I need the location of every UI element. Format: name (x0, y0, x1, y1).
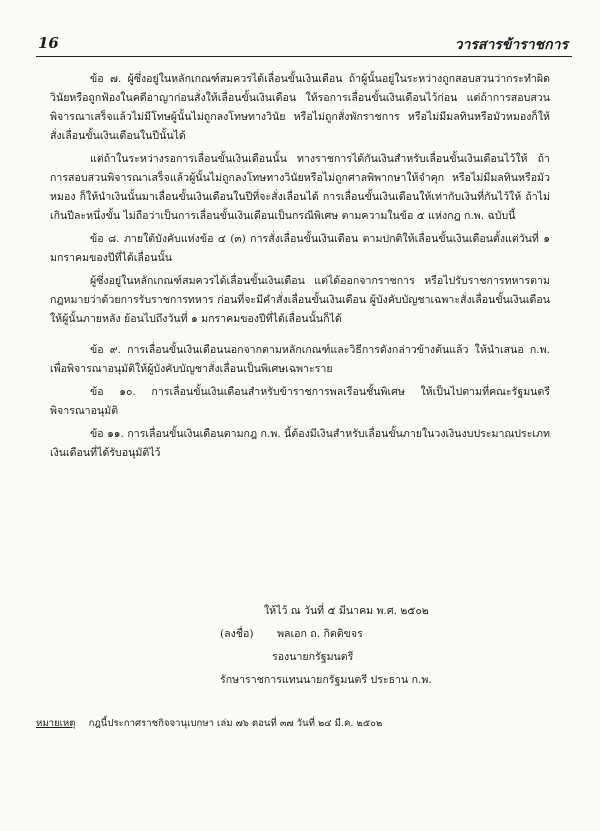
footnote-text: กฎนี้ประกาศราชกิจจานุเบกษา เล่ม ๗๖ ตอนที่ ๓๗ วันที่ ๒๔ มี.ค. ๒๕๐๒ (88, 718, 383, 729)
signer-position: รองนายกรัฐมนตรี (272, 651, 354, 663)
regulation-body (50, 70, 550, 467)
signed-mark: (ลงชื่อ) (220, 628, 254, 640)
footnote-label: หมายเหตุ (36, 718, 76, 729)
header-rule (36, 56, 572, 57)
footnote (36, 716, 560, 731)
given-date: ให้ไว้ ณ วันที่ ๕ มีนาคม พ.ศ. ๒๕๐๒ (264, 605, 429, 617)
journal-title: วารสารข้าราชการ (454, 37, 568, 53)
clause-11: ข้อ ๑๑. การเลื่อนขั้นเงินเดือนตามกฎ ก.พ. นี้ต้องมีเงินสำหรับเลื่อนขั้นภายในวงเงินงบประมาณประเภทเงินเดือนที่ได้รับอนุมัติไว้ (50, 428, 550, 459)
page-number: 16 (38, 34, 59, 52)
clause-7-continued: แต่ถ้าในระหว่างรอการเลื่อนขั้นเงินเดือนนั้น ทางราชการได้กันเงินสำหรับเลื่อนขั้นเงินเดือนไว้ให้ ถ้าการสอบสวนพิจารณาเสร็จแล้วผู้นั้นไม่ถูกลงโทษทางวินัยหรือไม่ถูกศาลพิพากษาให้จำคุก หรือไม่มีมลทินหรือมัวหมอง ก็ให้นำเงินนั้นมาเลื่อนขั้นเงินเดือนในปีที่จะสั่งเลื่อนได้ การเลื่อนขั้นเงินเดือนให้เท่ากับเงินที่กันไว้ให้ ถ้าไม่เกินปีละหนึ่งขั้น ไม่ถือว่าเป็นการเลื่อนขั้นเงินเดือนเป็นกรณีพิเศษ ตามความในข้อ ๕ แห่งกฎ ก.พ. ฉบับนี้ (50, 153, 550, 222)
clause-7: ข้อ ๗. ผู้ซึ่งอยู่ในหลักเกณฑ์สมควรได้เลื่อนขั้นเงินเดือน ถ้าผู้นั้นอยู่ในระหว่างถูกสอบสวนว่ากระทำผิดวินัยหรือถูกฟ้องในคดีอาญาก่อนสั่งให้เลื่อนขั้นเงินเดือน ให้รอการเลื่อนขั้นเงินเดือนไว้ก่อน แต่ถ้าการสอบสวนพิจารณาเสร็จแล้วไม่มีโทษผู้นั้นไม่ถูกลงโทษทางวินัย หรือไม่ถูกสั่งพักราชการ หรือไม่มีมลทินหรือมัวหมองก็ให้สั่งเลื่อนขั้นเงินเดือนในปีนั้นได้ (50, 73, 550, 142)
signer-acting: รักษาราชการแทนนายกรัฐมนตรี ประธาน ก.พ. (220, 674, 432, 686)
signature-block (220, 600, 432, 692)
clause-8: ข้อ ๘. ภายใต้บังคับแห่งข้อ ๔ (๓) การสั่งเลื่อนขั้นเงินเดือน ตามปกติให้เลื่อนขั้นเงินเดือนตั้งแต่วันที่ ๑ มกราคมของปีที่ได้เลื่อนนั้น (50, 233, 550, 264)
clause-9: ข้อ ๙. การเลื่อนขั้นเงินเดือนนอกจากตามหลักเกณฑ์และวิธีการดังกล่าวข้างต้นแล้ว ให้นำเสนอ ก.พ. เพื่อพิจารณาอนุมัติให้ผู้บังคับบัญชาสั่งเลื่อนเป็นพิเศษเฉพาะราย (50, 344, 550, 375)
signer-name: พลเอก ถ. กิตติขจร (277, 628, 363, 640)
signer-line (220, 623, 432, 646)
clause-8-continued: ผู้ซึ่งอยู่ในหลักเกณฑ์สมควรได้เลื่อนขั้นเงินเดือน แต่ได้ออกจากราชการ หรือไปรับราชการทหารตามกฎหมายว่าด้วยการรับราชการทหาร ก่อนที่จะมีคำสั่งเลื่อนขั้นเงินเดือน ผู้บังคับบัญชาเฉพาะสั่งเลื่อนขั้นเงินเดือนให้ผู้นั้นภายหลัง ย้อนไปถึงวันที่ ๑ มกราคมของปีที่ได้เลื่อนนั้นก็ได้ (50, 275, 550, 325)
clause-10: ข้อ ๑๐. การเลื่อนขั้นเงินเดือนสำหรับข้าราชการพลเรือนชั้นพิเศษ ให้เป็นไปตามที่คณะรัฐมนตรีพิจารณาอนุมัติ (50, 386, 550, 417)
